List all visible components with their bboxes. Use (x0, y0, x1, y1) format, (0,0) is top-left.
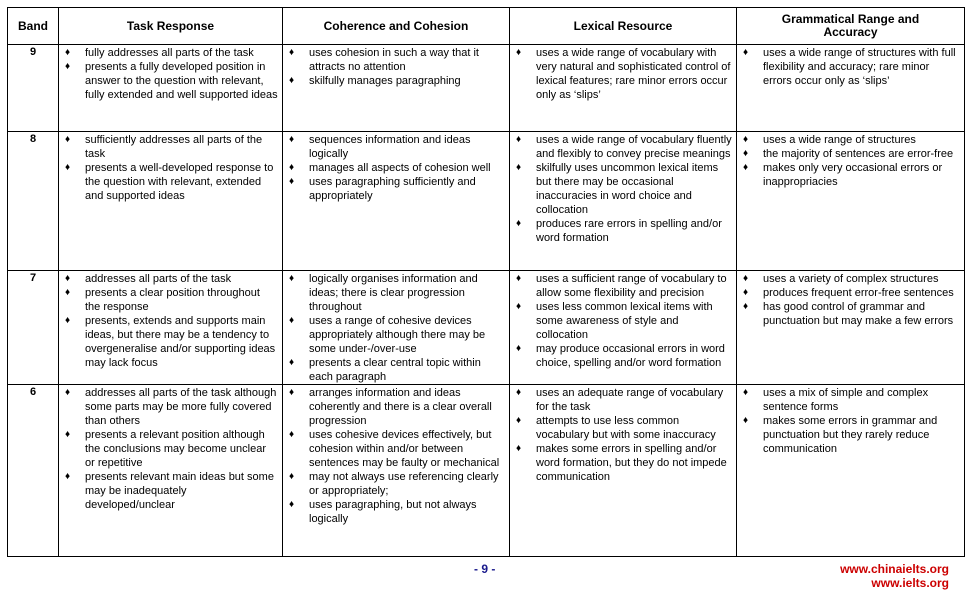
list-item: ♦ sequences information and ideas logically (289, 133, 505, 161)
header-band: Band (8, 8, 59, 45)
list-item: ♦ uses a wide range of structures (743, 133, 960, 147)
list-item: ♦ presents relevant main ideas but some may be inadequately developed/unclear (65, 470, 278, 512)
list-item: ♦ has good control of grammar and punctuation but may make a few errors (743, 300, 960, 328)
coherence-cell (283, 45, 510, 132)
list-item: ♦ presents a fully developed position in answer to the question with relevant, fully extended and well supported ideas (65, 60, 278, 102)
grammar-cell (737, 132, 965, 271)
list-item: ♦ attempts to use less common vocabulary but with some inaccuracy (516, 414, 732, 442)
list-item: ♦ uses an adequate range of vocabulary for the task (516, 386, 732, 414)
page-number: - 9 - (474, 562, 496, 576)
table-row (8, 132, 965, 271)
list-item: ♦ makes some errors in grammar and punctuation but they rarely reduce communication (743, 414, 960, 456)
list-item: ♦ uses paragraphing, but not always logically (289, 498, 505, 526)
coherence-cell (283, 132, 510, 271)
band-number: 6 (8, 385, 59, 557)
list-item: ♦ uses cohesive devices effectively, but cohesion within and/or between sentences may be faulty or mechanical (289, 428, 505, 470)
header-grammatical-range: Grammatical Range and Accuracy (737, 8, 965, 45)
task-response-cell (59, 132, 283, 271)
list-item: ♦ logically organises information and ideas; there is clear progression throughout (289, 272, 505, 314)
table-row (8, 271, 965, 385)
list-item: ♦ addresses all parts of the task (65, 272, 278, 286)
footer-links (840, 562, 949, 590)
list-item: ♦ makes some errors in spelling and/or word formation, but they do not impede communication (516, 442, 732, 484)
task-response-cell (59, 271, 283, 385)
list-item: ♦ skilfully uses uncommon lexical items but there may be occasional inaccuracies in word choice and collocation (516, 161, 732, 217)
list-item: ♦ arranges information and ideas coherently and there is a clear overall progression (289, 386, 505, 428)
band-descriptors-table (7, 7, 965, 557)
grammar-cell (737, 271, 965, 385)
band-number: 8 (8, 132, 59, 271)
task-response-cell (59, 45, 283, 132)
table-row (8, 45, 965, 132)
list-item: ♦ uses a wide range of structures with full flexibility and accuracy; rare minor errors occur only as ‘slips’ (743, 46, 960, 88)
header-lexical-resource: Lexical Resource (510, 8, 737, 45)
list-item: ♦ presents, extends and supports main ideas, but there may be a tendency to overgeneralise and/or supporting ideas may lack focus (65, 314, 278, 370)
grammar-cell (737, 45, 965, 132)
list-item: ♦ manages all aspects of cohesion well (289, 161, 505, 175)
link-ielts[interactable]: www.ielts.org (871, 576, 949, 590)
list-item: ♦ uses a wide range of vocabulary with very natural and sophisticated control of lexical features; rare minor errors occur only as ‘slips’ (516, 46, 732, 102)
lexical-cell (510, 385, 737, 557)
list-item: ♦ uses less common lexical items with some awareness of style and collocation (516, 300, 732, 342)
list-item: ♦ may not always use referencing clearly or appropriately; (289, 470, 505, 498)
list-item: ♦ skilfully manages paragraphing (289, 74, 505, 88)
list-item: ♦ uses a range of cohesive devices appropriately although there may be some under-/over-use (289, 314, 505, 356)
list-item: ♦ uses paragraphing sufficiently and appropriately (289, 175, 505, 203)
list-item: ♦ makes only very occasional errors or inappropriacies (743, 161, 960, 189)
lexical-cell (510, 45, 737, 132)
list-item: ♦ uses a sufficient range of vocabulary to allow some flexibility and precision (516, 272, 732, 300)
header-coherence-cohesion: Coherence and Cohesion (283, 8, 510, 45)
coherence-cell (283, 385, 510, 557)
grammar-cell (737, 385, 965, 557)
band-number: 7 (8, 271, 59, 385)
task-response-cell (59, 385, 283, 557)
lexical-cell (510, 271, 737, 385)
list-item: ♦ uses cohesion in such a way that it attracts no attention (289, 46, 505, 74)
band-number: 9 (8, 45, 59, 132)
list-item: ♦ may produce occasional errors in word choice, spelling and/or word formation (516, 342, 732, 370)
lexical-cell (510, 132, 737, 271)
header-row (8, 8, 965, 45)
list-item: ♦ fully addresses all parts of the task (65, 46, 278, 60)
coherence-cell (283, 271, 510, 385)
link-chinaielts[interactable]: www.chinaielts.org (840, 562, 949, 576)
table-row (8, 385, 965, 557)
list-item: ♦ presents a relevant position although the conclusions may become unclear or repetitive (65, 428, 278, 470)
list-item: ♦ uses a variety of complex structures (743, 272, 960, 286)
list-item: ♦ sufficiently addresses all parts of the task (65, 133, 278, 161)
list-item: ♦ the majority of sentences are error-free (743, 147, 960, 161)
list-item: ♦ uses a wide range of vocabulary fluently and flexibly to convey precise meanings (516, 133, 732, 161)
list-item: ♦ uses a mix of simple and complex sentence forms (743, 386, 960, 414)
list-item: ♦ presents a clear central topic within each paragraph (289, 356, 505, 384)
list-item: ♦ presents a well-developed response to the question with relevant, extended and supported ideas (65, 161, 278, 203)
list-item: ♦ presents a clear position throughout the response (65, 286, 278, 314)
list-item: ♦ produces frequent error-free sentences (743, 286, 960, 300)
list-item: ♦ produces rare errors in spelling and/or word formation (516, 217, 732, 245)
list-item: ♦ addresses all parts of the task although some parts may be more fully covered than others (65, 386, 278, 428)
header-task-response: Task Response (59, 8, 283, 45)
